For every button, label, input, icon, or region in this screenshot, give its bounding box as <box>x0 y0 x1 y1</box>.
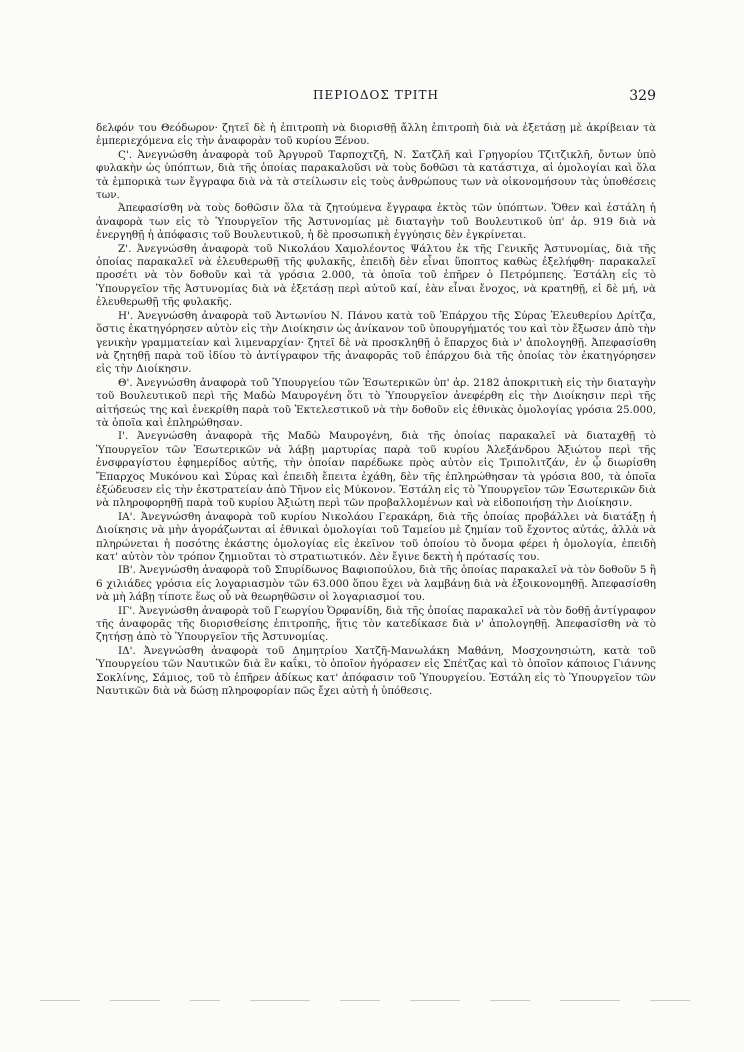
paragraph-item-12: ΙΒ'. Ἀνεγνώσθη ἀναφορὰ τοῦ Σπυρίδωνος Βαφιοπούλου, διὰ τῆς ὁποίας παρακαλεῖ νὰ τὸν δοθοῦν 5 ἢ 6 χιλιάδες γρόσια εἰς λογαριασμὸν τῶν 63.000 ὅπου ἔχει νὰ λαμβάνῃ διὰ νὰ ἐξοικονομηθῇ. Ἀπεφασίσθη νὰ μὴ λάβῃ τίποτε ἕως οὗ νὰ θεωρηθῶσιν οἱ λογαριασμοί του. <box>96 564 656 604</box>
paragraph-decision-6: Ἀπεφασίσθη νὰ τοὺς δοθῶσιν ὅλα τὰ ζητούμενα ἔγγραφα ἐκτὸς τῶν ὑπόπτων. Ὅθεν καὶ ἐστάλη ἡ ἀναφορὰ των εἰς τὸ Ὑπουργεῖον τῆς Ἀστυνομίας μὲ διαταγὴν τοῦ Βουλευτικοῦ ὑπ' ἀρ. 919 διὰ νὰ ἐνεργηθῇ ἡ ἀπόφασις τοῦ Βουλευτικοῦ, ἡ δὲ προσωπικὴ ἐγγύησις δὲν ἐγκρίνεται. <box>96 202 656 242</box>
paragraph-item-11: ΙΑ'. Ἀνεγνώσθη ἀναφορὰ τοῦ κυρίου Νικολάου Γερακάρη, διὰ τῆς ὁποίας προβάλλει νὰ διατάξῃ ἡ Διοίκησις νὰ μὴν ἀγοράζωνται αἱ ἐθνικαὶ ὁμολογίαι τοῦ Ταμείου μὲ ζημίαν τοῦ ἔχοντος αὐτάς, ἀλλὰ νὰ πληρώνεται ἡ ποσότης ἑκάστης ὁμολογίας εἰς ἐκεῖνον τοῦ ὁποίου τὸ ὄνομα φέρει ἡ ὁμολογία, ἐπειδὴ κατ' αὐτὸν τὸν τρόπον ζημιοῦται τὸ στρατιωτικόν. Δὲν ἔγινε δεκτὴ ἡ πρότασίς του. <box>96 510 656 563</box>
paragraph-item-13: ΙΓ'. Ἀνεγνώσθη ἀναφορὰ τοῦ Γεωργίου Ὀρφανίδη, διὰ τῆς ὁποίας παρακαλεῖ νὰ τὸν δοθῇ ἀντίγραφον τῆς ἀναφορᾶς τῆς διορισθείσης ἐπιτροπῆς, ἥτις τὸν κατεδίκασε διὰ ν' ἀπολογηθῇ. Ἀπεφασίσθη νὰ τὸ ζητήσῃ ἀπὸ τὸ Ὑπουργεῖον τῆς Ἀστυνομίας. <box>96 604 656 644</box>
body-text <box>96 122 656 698</box>
paragraph-item-10: Ι'. Ἀνεγνώσθη ἀναφορὰ τῆς Μαδὼ Μαυρογένη, διὰ τῆς ὁποίας παρακαλεῖ νὰ διαταχθῇ τὸ Ὑπουργεῖον τῶν Ἐσωτερικῶν νὰ λάβῃ μαρτυρίας παρὰ τοῦ κυρίου Ἀλεξάνδρου Ἀξιώτου περὶ τῆς ἐνσφραγίστου ἐφημερίδος αὐτῆς, τὴν ὁποίαν παρέδωκε πρὸς αὐτὸν εἰς Τριπολιτζάν, ἐν ᾧ διωρίσθη Ἔπαρχος Μυκόνου καὶ Σύρας καὶ ἐπειδὴ ἔπειτα ἐχάθη, δὲν τῆς ἐπληρώθησαν τὰ γρόσια 800, τὰ ὁποῖα ἐξώδευσεν εἰς τὴν ἐκστρατείαν ἀπὸ Τῆνον εἰς Μύκονον. Ἐστάλη εἰς τὸ Ὑπουργεῖον τῶν Ἐσωτερικῶν διὰ νὰ πληροφορηθῇ παρὰ τοῦ κυρίου Ἀξιώτη περὶ τῶν προβαλλομένων καὶ νὰ εἰδοποιήσῃ τὴν Διοίκησιν. <box>96 430 656 510</box>
paragraph-item-9: Θ'. Ἀνεγνώσθη ἀναφορὰ τοῦ Ὑπουργείου τῶν Ἐσωτερικῶν ὑπ' ἀρ. 2182 ἀποκριτικὴ εἰς τὴν διαταγὴν τοῦ Βουλευτικοῦ περὶ τῆς Μαδὼ Μαυρογένη ὅτι τὸ Ὑπουργεῖον ἀνεφέρθη εἰς τὴν Διοίκησιν περὶ τῆς αἰτήσεώς της καὶ ἐνεκρίθη παρὰ τοῦ Ἐκτελεστικοῦ νὰ τὴν δοθοῦν εἰς ἐθνικὰς ὁμολογίας γρόσια 25.000, τὰ ὁποῖα καὶ ἐπληρώθησαν. <box>96 376 656 429</box>
page-bottom-scan-marks <box>40 1000 700 1004</box>
paragraph-item-6: Ϛ'. Ἀνεγνώσθη ἀναφορὰ τοῦ Ἀργυροῦ Ταρποχτζῆ, Ν. Σατζλῆ καὶ Γρηγορίου Τζιτζικλῆ, ὄντων ὑπὸ φυλακὴν ὡς ὑπόπτων, διὰ τῆς ὁποίας παρακαλοῦσι νὰ τοὺς δοθῶσι τὰ κατάστιχα, αἱ ὁμολογίαι καὶ ὅλα τὰ ἐμπορικὰ των ἔγγραφα διὰ νὰ τὰ στείλωσιν εἰς τοὺς ἀνθρώπους των νὰ οἰκονομήσουν τὰς ὑποθέσεις των. <box>96 148 656 202</box>
page-number: 329 <box>629 88 656 104</box>
running-title: ΠΕΡΙΟΔΟΣ ΤΡΙΤΗ <box>313 88 439 102</box>
running-head <box>96 88 656 108</box>
paragraph-item-8: Η'. Ἀνεγνώσθη ἀναφορὰ τοῦ Ἀντωνίου Ν. Πάνου κατὰ τοῦ Ἐπάρχου τῆς Σύρας Ἐλευθερίου Δρίτζα, ὅστις ἐκατηγόρησεν αὐτὸν εἰς τὴν Διοίκησιν ὡς ἀνίκανον τοῦ ὑπουργήματός του καὶ τὸν ἔξωσεν ἀπὸ τὴν γενικὴν γραμματείαν καὶ λιμεναρχίαν· ζητεῖ δὲ νὰ προσκληθῇ ὁ ἔπαρχος διὰ ν' ἀπολογηθῇ. Ἀπεφασίσθη νὰ ζητηθῇ παρὰ τοῦ ἰδίου τὸ ἀντίγραφον τῆς ἀναφορᾶς τοῦ ἐπάρχου διὰ τῆς ὁποίας τὸν ἐκατηγόρησεν εἰς τὴν Διοίκησιν. <box>96 309 656 376</box>
paragraph-continuation: δελφόν του Θεόδωρον· ζητεῖ δὲ ἡ ἐπιτροπὴ νὰ διορισθῇ ἄλλη ἐπιτροπὴ διὰ νὰ ἐξετάσῃ μὲ ἀκρίβειαν τὰ ἐμπεριεχόμενα εἰς τὴν ἀναφορὰν τοῦ κυρίου Ξένου. <box>96 122 656 148</box>
paragraph-item-14: ΙΔ'. Ἀνεγνώσθη ἀναφορὰ τοῦ Δημητρίου Χατζῆ-Μανωλάκη Μαθάνη, Μοσχονησιώτη, κατὰ τοῦ Ὑπουργείου τῶν Ναυτικῶν διὰ ἓν καΐκι, τὸ ὁποῖον ἠγόρασεν εἰς Σπέτζας καὶ τὸ ὁποῖον κάποιος Γιάννης Σοκλίνης, Σάμιος, τοῦ τὸ ἐπῆρεν ἀδίκως κατ' ἀπόφασιν τοῦ Ὑπουργείου. Ἐστάλη εἰς τὸ Ὑπουργεῖον τῶν Ναυτικῶν διὰ νὰ δώσῃ πληροφορίαν πῶς ἔχει αὐτὴ ἡ ὑπόθεσις. <box>96 644 656 698</box>
paragraph-item-7: Ζ'. Ἀνεγνώσθη ἀναφορὰ τοῦ Νικολάου Χαμολέοντος Ψάλτου ἐκ τῆς Γενικῆς Ἀστυνομίας, διὰ τῆς ὁποίας παρακαλεῖ νὰ ἐλευθερωθῇ τῆς φυλακῆς, ἐπειδὴ δὲν εἶναι ὕποπτος καθὼς ἐξελήφθη· παρακαλεῖ προσέτι νὰ τὸν δοθοῦν καὶ τὰ γρόσια 2.000, τὰ ὁποῖα τοῦ ἐπῆρεν ὁ Πετρόμπεης. Ἐστάλη εἰς τὸ Ὑπουργεῖον τῆς Ἀστυνομίας διὰ νὰ ἐξετάσῃ περὶ αὐτοῦ καί, ἐὰν εἶναι ἔνοχος, νὰ κρατηθῇ, εἰ δὲ μή, νὰ ἐλευθερωθῇ τῆς φυλακῆς. <box>96 242 656 309</box>
